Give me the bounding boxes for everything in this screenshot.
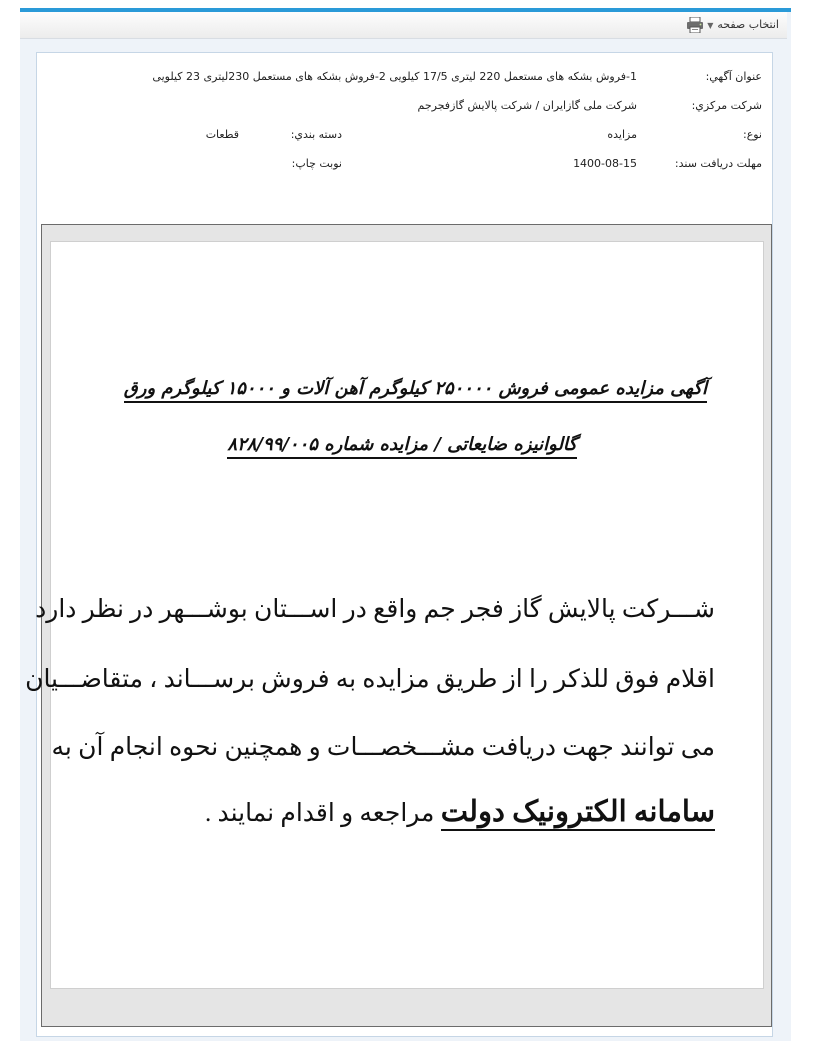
- title-value: 1-فروش بشکه های مستعمل 220 لیتری 17/5 کیلویی 2-فروش بشکه های مستعمل 230لیتری 23 کیلویی: [152, 70, 637, 83]
- type-value: مزايده: [607, 128, 637, 141]
- title-label: عنوان آگهي:: [705, 70, 762, 83]
- document-page: [25, 241, 764, 989]
- print-turn-label: نوبت چاپ:: [291, 157, 342, 170]
- page-select-dropdown[interactable]: [707, 18, 779, 31]
- deadline-label: مهلت دريافت سند:: [674, 157, 762, 170]
- type-label: نوع:: [742, 128, 762, 141]
- page-select-label: انتخاب صفحه: [717, 18, 779, 31]
- document-heading-line1: آگهی مزایده عمومی فروش ۲۵۰۰۰۰ کیلوگرم آهن آلات و ۱۵۰۰۰ کیلوگرم ورق: [124, 378, 707, 403]
- document-body-line1: شـــرکت پالایش گاز فجر جم واقع در اســـتان بوشـــهر در نظر دارد: [35, 596, 715, 623]
- company-label: شرکت مرکزي:: [691, 99, 762, 112]
- document-body-line4: [205, 794, 715, 829]
- ad-info-panel: [25, 52, 773, 1037]
- document-body-line4-rest: مراجعه و اقدام نمایند .: [204, 800, 441, 827]
- printer-icon[interactable]: [686, 17, 704, 33]
- document-heading-line2: گالوانیزه ضایعاتی / مزایده شماره ۸۲۸/۹۹/۰۰۵: [227, 434, 577, 459]
- document-body-line2: اقلام فوق للذکر را از طریق مزایده به فروش برســـاند ، متقاضـــیان: [25, 666, 715, 693]
- ad-viewer-frame: [20, 8, 791, 1041]
- electronic-gov-system-text: سامانه الکترونیک دولت: [441, 796, 715, 831]
- document-viewer[interactable]: [25, 224, 772, 1027]
- document-body-line3: می توانند جهت دریافت مشـــخصـــات و همچنین نحوه انجام آن به: [51, 734, 715, 761]
- company-value: شرکت ملی گازایران / شرکت پالایش گازفجرجم: [417, 99, 637, 112]
- deadline-value: 1400-08-15: [573, 157, 637, 170]
- category-label: دسته بندي:: [290, 128, 342, 141]
- chevron-down-icon: ▼: [707, 21, 714, 30]
- toolbar: [20, 12, 787, 39]
- category-value: قطعات: [205, 128, 239, 141]
